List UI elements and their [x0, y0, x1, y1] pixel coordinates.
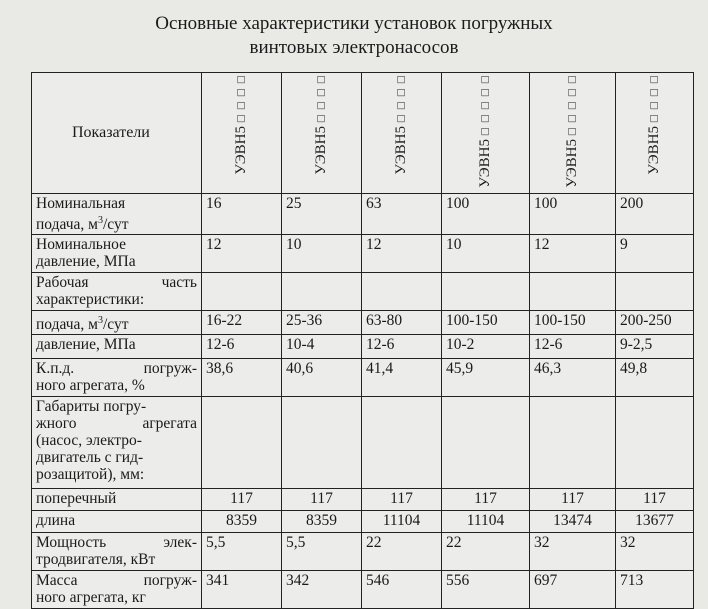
table-cell: 25-36 [282, 310, 362, 334]
label-line: давление, МПа [36, 252, 136, 270]
table-cell [442, 396, 530, 488]
row-label [32, 396, 202, 488]
table-row [32, 532, 694, 570]
row-label: длина [32, 510, 202, 532]
label-line: жного агрегата [36, 414, 197, 432]
row-label: поперечный [32, 488, 202, 510]
table-cell: 38,6 [202, 358, 282, 396]
table-cell: 117 [202, 488, 282, 510]
model-prefix: УЭВН5 [477, 139, 493, 188]
table-row [32, 334, 694, 358]
header-row [32, 73, 694, 194]
table-cell: 117 [530, 488, 616, 510]
table-cell [616, 272, 694, 310]
label-line [36, 212, 197, 233]
table-cell: 5,5 [202, 532, 282, 570]
label-line: характеристики: [36, 290, 145, 308]
table-cell: 11104 [362, 510, 442, 532]
label-part: подача, м [36, 315, 98, 333]
label-superscript: 3 [97, 314, 103, 326]
table-cell: 32 [616, 532, 694, 570]
table-row [32, 193, 694, 234]
table-cell [282, 396, 362, 488]
model-header [530, 73, 616, 194]
table-cell [362, 272, 442, 310]
table-cell: 341 [202, 570, 282, 608]
model-header [442, 73, 530, 194]
table-row [32, 570, 694, 608]
model-code: □□□□ [647, 74, 661, 126]
table-cell: 12-6 [202, 334, 282, 358]
table-cell: 117 [616, 488, 694, 510]
table-cell: 12-6 [362, 334, 442, 358]
title-line-2: винтовых электронасосов [249, 37, 459, 58]
label-line: ного агрегата, кг [36, 588, 146, 606]
row-label [32, 358, 202, 396]
row-label [32, 272, 202, 310]
row-label [32, 570, 202, 608]
table-cell: 13677 [616, 510, 694, 532]
table-cell [202, 396, 282, 488]
table-cell [442, 272, 530, 310]
row-label [32, 234, 202, 272]
table-cell: 16 [202, 193, 282, 234]
label-line: Номинальное [36, 235, 126, 253]
model-header [616, 73, 694, 194]
model-code: □□□□□ [565, 74, 579, 139]
title-line-1: Основные характеристики установок погружных [155, 13, 553, 34]
document-title [0, 12, 708, 60]
table-cell: 22 [442, 532, 530, 570]
model-code: □□□□ [314, 74, 328, 126]
table-cell [530, 396, 616, 488]
model-header [282, 73, 362, 194]
model-header [202, 73, 282, 194]
table-cell: 12-6 [530, 334, 616, 358]
table-cell: 63 [362, 193, 442, 234]
table-cell: 100 [442, 193, 530, 234]
table-cell: 11104 [442, 510, 530, 532]
table-cell [202, 272, 282, 310]
label-part: подача, м [36, 215, 98, 233]
table-row [32, 310, 694, 334]
table-cell: 100-150 [442, 310, 530, 334]
model-prefix: УЭВН5 [393, 126, 409, 175]
table-cell: 12 [362, 234, 442, 272]
model-code: □□□□ [234, 74, 248, 126]
table-cell: 9 [616, 234, 694, 272]
model-code: □□□□ [394, 74, 408, 126]
table-cell [362, 396, 442, 488]
table-cell: 546 [362, 570, 442, 608]
label-line: ного агрегата, % [36, 376, 145, 394]
header-label: Показатели [32, 73, 202, 194]
model-code: □□□□□ [478, 74, 492, 139]
label-line: Мощность элек- [36, 533, 197, 551]
table-row [32, 396, 694, 488]
table-cell: 10-4 [282, 334, 362, 358]
table-cell: 697 [530, 570, 616, 608]
table-cell: 200-250 [616, 310, 694, 334]
table-cell: 556 [442, 570, 530, 608]
label-line: двигатель с гид- [36, 448, 144, 466]
model-prefix: УЭВН5 [313, 126, 329, 175]
label-line: Номинальная [36, 194, 126, 212]
table-cell: 10-2 [442, 334, 530, 358]
table-cell: 49,8 [616, 358, 694, 396]
table-row [32, 358, 694, 396]
table-cell: 12 [530, 234, 616, 272]
label-line: (насос, электро- [36, 431, 142, 449]
model-prefix: УЭВН5 [233, 126, 249, 175]
table-cell: 12 [202, 234, 282, 272]
table-cell: 8359 [202, 510, 282, 532]
model-prefix: УЭВН5 [564, 139, 580, 188]
table-cell: 117 [282, 488, 362, 510]
table-cell: 13474 [530, 510, 616, 532]
label-superscript: 3 [97, 214, 103, 226]
label-line: Рабочая часть [36, 273, 197, 291]
label-line: Габариты погру- [36, 397, 147, 415]
table-cell: 117 [362, 488, 442, 510]
table-cell [530, 272, 616, 310]
table-cell: 200 [616, 193, 694, 234]
table-row [32, 234, 694, 272]
table-row [32, 510, 694, 532]
table-cell: 41,4 [362, 358, 442, 396]
label-line: розащитой), мм: [36, 465, 145, 483]
table-cell: 45,9 [442, 358, 530, 396]
label-line: Масса погруж- [36, 571, 197, 589]
table-cell: 8359 [282, 510, 362, 532]
label-part: /сут [102, 215, 129, 233]
table-cell: 9-2,5 [616, 334, 694, 358]
row-label [32, 310, 202, 334]
row-label [32, 193, 202, 234]
table-cell: 40,6 [282, 358, 362, 396]
table-cell: 342 [282, 570, 362, 608]
table-cell: 10 [442, 234, 530, 272]
table-cell: 713 [616, 570, 694, 608]
label-line: тродвигателя, кВт [36, 550, 156, 568]
table-cell: 63-80 [362, 310, 442, 334]
row-label [32, 532, 202, 570]
model-prefix: УЭВН5 [646, 126, 662, 175]
row-label: давление, МПа [32, 334, 202, 358]
table-cell [282, 272, 362, 310]
table-cell: 46,3 [530, 358, 616, 396]
table-cell: 10 [282, 234, 362, 272]
table-cell: 100 [530, 193, 616, 234]
table-cell: 16-22 [202, 310, 282, 334]
table-row [32, 488, 694, 510]
table-cell [616, 396, 694, 488]
table-cell: 5,5 [282, 532, 362, 570]
table-cell: 22 [362, 532, 442, 570]
model-header [362, 73, 442, 194]
table-cell: 32 [530, 532, 616, 570]
table-cell: 100-150 [530, 310, 616, 334]
specifications-table [31, 72, 694, 609]
label-line: К.п.д. погруж- [36, 359, 197, 377]
table-cell: 25 [282, 193, 362, 234]
table-row [32, 272, 694, 310]
table-cell: 117 [442, 488, 530, 510]
label-part: /сут [102, 315, 129, 333]
